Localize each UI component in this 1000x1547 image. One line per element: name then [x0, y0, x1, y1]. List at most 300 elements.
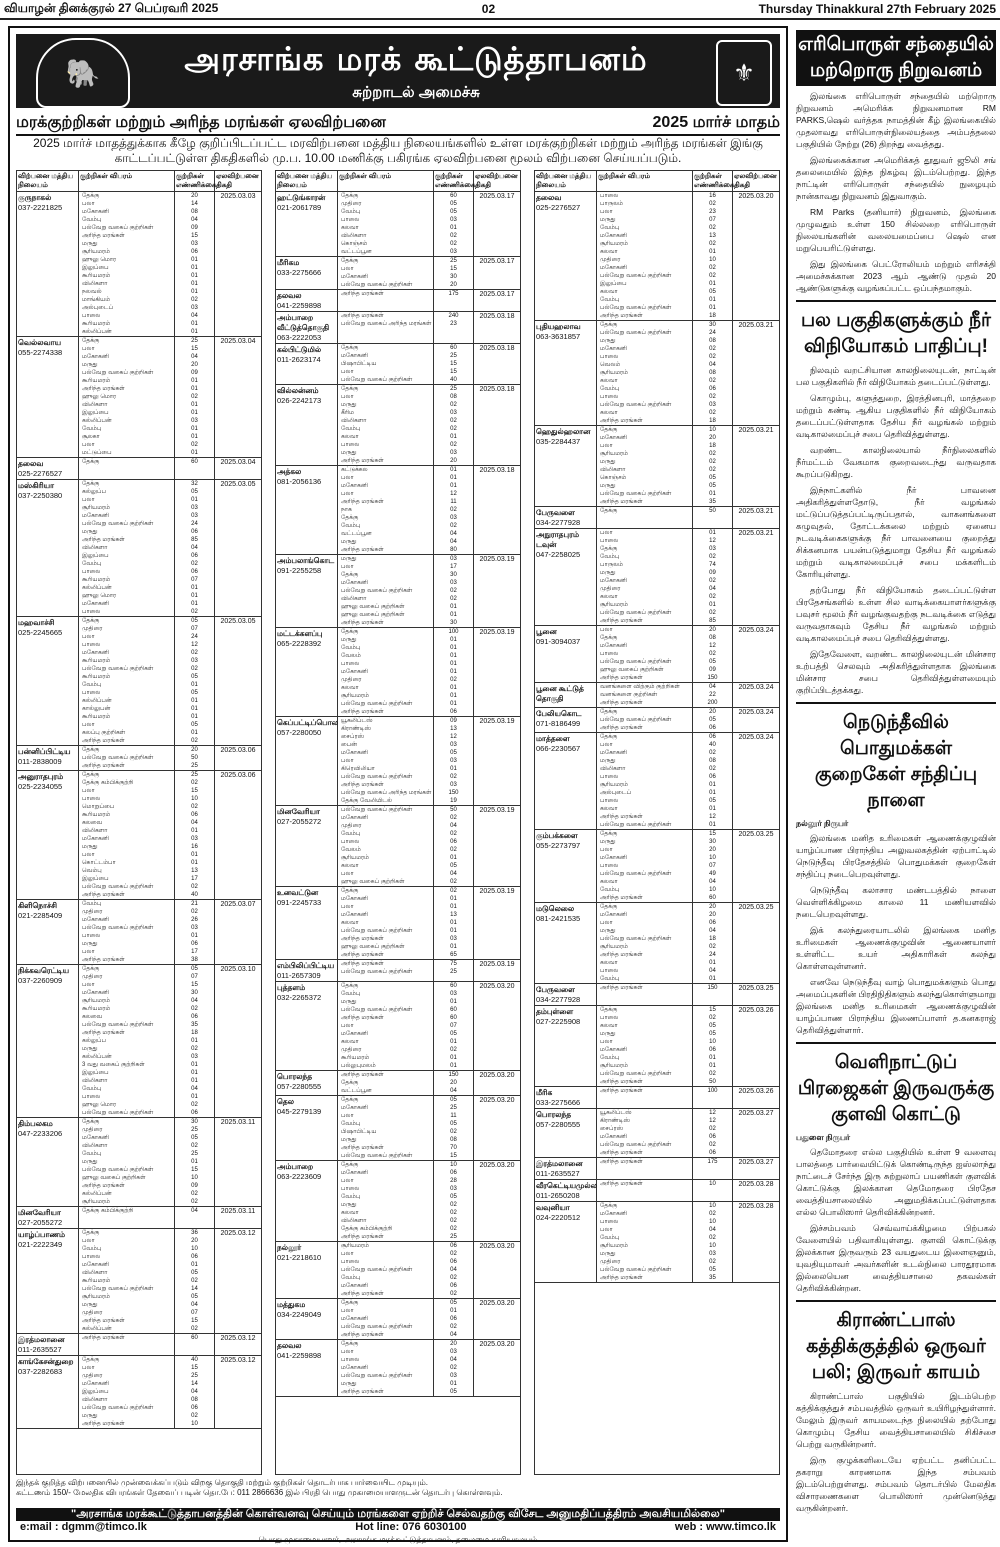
log-count: 03: [450, 450, 457, 456]
auction-date: 2025.03.19: [479, 556, 515, 563]
log-count: 04: [450, 871, 457, 877]
sale-centre: [17, 746, 79, 770]
sale-centre-row: [17, 1207, 261, 1229]
centre-name: வெல்லவாய: [18, 338, 61, 347]
log-count: 02: [191, 1191, 198, 1197]
log-count: 03: [709, 1251, 716, 1257]
timber-type: யூகலிப்டஸ்: [341, 718, 373, 724]
log-count: 80: [450, 547, 457, 553]
log-count: 05: [450, 750, 457, 756]
centre-phone: 025-2234055: [18, 782, 63, 791]
auction-date: 2025.03.20: [479, 1097, 515, 1104]
log-count: 15: [191, 1318, 198, 1324]
log-count: 05: [709, 798, 716, 804]
column-header: [276, 171, 520, 192]
log-count: 02: [709, 1211, 716, 1217]
timber-type: மகோகனி: [82, 1381, 110, 1387]
log-count: 02: [709, 354, 716, 360]
centre-phone: 027-2055272: [277, 817, 322, 826]
timber-type: தேக்கு: [600, 322, 618, 328]
log-count: 05: [450, 1121, 457, 1127]
log-count: 18: [709, 936, 716, 942]
timber-type: அரிந்த மரங்கள்: [82, 1421, 125, 1427]
timber-type: அரிந்த மரங்கள்: [600, 499, 643, 505]
header-type: குற்றிகள் விபரம்: [597, 171, 693, 191]
log-count: 02: [450, 588, 457, 594]
sale-centre-row: [276, 887, 520, 960]
auction-date: 2025.03.19: [479, 807, 515, 814]
timber-type: கல்லுப்ப: [82, 489, 106, 495]
story-paragraph: இது இலங்கை பெட்ரோலியம் மற்றும் எரிசக்தி அமைச்சுக்கான 2023 ஆம் ஆண்டு முதல் 20 ஆண்டுகளுக்கு வழங்கப்பட்ட ஒப்பந்தமாகும்.: [796, 259, 996, 293]
timber-type: கூரியமரம்: [82, 1006, 111, 1012]
log-count: 09: [709, 667, 716, 673]
log-count: 03: [450, 1349, 457, 1355]
timber-type: முதிரை: [82, 1310, 103, 1316]
story-paragraph: இலங்கை எரிபொருள் சந்தையில் மற்றொரு நிறுவனம் அமெரிக்க நிறுவனமான RM PARKS,ஷெல் வர்த்தக நாமத்தின் கீழ் இலங்கையில் முதலாவது எரிபொருள்நிலையத்தை அம்பத்தலை பகுதியில் நேற்று (26) திறந்து வைத்தது.: [796, 91, 996, 149]
log-count: 02: [191, 442, 198, 448]
auction-date: 2025.03.20: [479, 1072, 515, 1079]
log-count: 02: [709, 265, 716, 271]
log-count: 02: [709, 1259, 716, 1265]
timber-type: சூரியமரம்: [600, 782, 628, 788]
centre-phone: 011-2657309: [277, 971, 321, 980]
sale-centre: [17, 480, 79, 616]
timber-types: [338, 466, 434, 554]
log-count: 30: [450, 620, 457, 626]
story-paragraph: RM Parks (தனியார்) நிறுவனம், இலங்கை முழுவதும் உள்ள 150 சில்லறை எரிபொருள் நிலையங்களின் வலையமைப்பை ஷெல் என மறுபெயரிட்டுள்ளது.: [796, 207, 996, 253]
auction-date: 2025.03.25: [738, 831, 774, 838]
sale-centre: [17, 1118, 79, 1206]
log-count: 03: [191, 1054, 198, 1060]
log-counts: [175, 192, 215, 336]
timber-type: மகோகனி: [341, 1283, 369, 1289]
header-centre: விற்பனை மத்திய நிலையம்: [276, 171, 338, 191]
timber-type: பல்வேறு வகைப் குற்றிகள்: [82, 925, 154, 931]
timber-type: பல்வேறு வகைப் குற்றிகள்: [82, 1167, 154, 1173]
log-count: 01: [450, 1381, 457, 1387]
log-count: 01: [191, 585, 198, 591]
log-counts: [434, 466, 474, 554]
timber-type: கூரியமரம்: [82, 714, 111, 720]
log-counts: [693, 507, 733, 528]
timber-type: விலிகளா: [82, 1143, 108, 1149]
timber-type: சைப்ரஸ்: [341, 734, 365, 740]
log-count: 20: [709, 847, 716, 853]
timber-type: பாருலம்: [600, 562, 623, 568]
log-count: 13: [709, 233, 716, 239]
log-count: 02: [191, 1199, 198, 1205]
timber-type: மகோகனி: [600, 855, 628, 861]
timber-type: பல்வேறு வகைப் குற்றிகள்: [341, 588, 413, 594]
log-count: 01: [191, 1078, 198, 1084]
sale-centre: [535, 830, 597, 902]
timber-type: தேக்கு: [600, 904, 618, 910]
centre-phone: 045-2279139: [277, 1107, 322, 1116]
story-delft-meeting: [796, 832, 996, 1036]
address-text: பொது முகாமையாளர், அரசாங்க மரக்கூட்டுத்தாபனம், தலைமை காரியாலயம்: [258, 1535, 538, 1544]
timber-type: இலுப்பை: [600, 281, 627, 287]
log-count: 03: [450, 991, 457, 997]
log-count: 02: [191, 1046, 198, 1052]
centre-name: வில்லன்னம்: [277, 386, 319, 395]
centre-phone: 034-2249049: [277, 1310, 322, 1319]
centre-phone: 081-2056136: [277, 477, 322, 486]
auction-date: 2025.03.24: [738, 709, 774, 716]
timber-type: அரிந்த மரங்கள்: [341, 291, 384, 297]
log-count: 30: [191, 990, 198, 996]
log-count: 09: [191, 225, 198, 231]
timber-type: இலுப்பை: [82, 1070, 109, 1076]
log-count: 15: [191, 1365, 198, 1371]
auction-date: 2025.03.19: [479, 961, 515, 968]
log-count: 04: [709, 362, 716, 368]
timber-type: சூரியமரம்: [82, 1294, 110, 1300]
timber-type: தேக்கு: [341, 1162, 359, 1168]
centre-name: மஸ்கிரியா: [18, 481, 54, 490]
sale-centre: [276, 1071, 338, 1095]
timber-type: விலிகளா: [600, 766, 626, 772]
log-counts: [175, 746, 215, 770]
log-count: 01: [450, 475, 457, 481]
log-count: 01: [450, 693, 457, 699]
timber-type: அரிந்த மரங்கள்: [341, 458, 384, 464]
timber-type: பல்வேறு வகைப் குற்றிகள்: [341, 774, 413, 780]
log-count: 20: [450, 1080, 457, 1086]
log-count: 10: [450, 1162, 457, 1168]
centre-phone: 063-2222053: [277, 333, 322, 342]
log-count: 01: [709, 790, 716, 796]
timber-type: விலிகளா: [82, 828, 108, 834]
timber-type: அரிந்த மரங்கள்: [341, 936, 384, 942]
log-count: 65: [450, 952, 457, 958]
sale-centre: [17, 337, 79, 457]
log-count: 06: [450, 1243, 457, 1249]
timber-type: கல்லிப்பன்: [82, 418, 112, 424]
log-count: 01: [191, 852, 198, 858]
timber-type: மகோகனி: [600, 643, 628, 649]
sale-centre: [535, 1180, 597, 1201]
log-counts: [693, 321, 733, 425]
log-count: 50: [450, 807, 457, 813]
log-count: 04: [450, 1332, 457, 1338]
timber-types: [597, 733, 693, 829]
timber-type: மகோகனி: [600, 1134, 628, 1140]
log-count: 25: [191, 772, 198, 778]
story-paragraph: கொழும்பு, களுத்துறை, இரத்தினபுரி, மாத்தறை மற்றும் கண்டி ஆகிய பகுதிகளில் நீர் விநியோகம் தடைப்பட்டுள்ளதாக தேசிய நீர் வழங்கல் மற்றும் வடிகாலமைப்புச் சபை தெரிவித்துள்ளது.: [796, 393, 996, 439]
centre-name: எம்பிலிப்பிட்டிய: [277, 961, 335, 970]
timber-type: அரிந்த மரங்கள்: [82, 386, 125, 392]
log-count: 02: [450, 1047, 457, 1053]
timber-type: தேக்கு: [82, 1119, 100, 1125]
timber-type: பிஷாபிட்டிய: [341, 361, 377, 367]
timber-type: கொட்டம்பா: [82, 860, 116, 866]
timber-type: பலா: [600, 1227, 613, 1233]
sale-centre: [276, 628, 338, 716]
ad-banner: [16, 34, 780, 108]
log-count: 02: [709, 459, 716, 465]
timber-type: கூரியமரம்: [82, 378, 111, 384]
log-count: 04: [191, 354, 198, 360]
ministry-name: சுற்றாடல் அமைச்சு: [352, 84, 480, 101]
auction-date: 2025.03.17: [479, 193, 515, 200]
centre-phone: 055-2274338: [18, 348, 63, 357]
log-count: 05: [709, 475, 716, 481]
timber-type: கலவை: [82, 820, 103, 826]
log-count: 01: [191, 860, 198, 866]
timber-type: பல்வேறு வகைப் குற்றிகள்: [341, 701, 413, 707]
timber-types: [597, 507, 693, 528]
log-count: 30: [450, 274, 457, 280]
log-count: 02: [450, 241, 457, 247]
divider: [796, 702, 996, 704]
timber-type: பாலை: [82, 313, 101, 319]
timber-type: கலவா: [341, 920, 359, 926]
sale-centre: [276, 1096, 338, 1160]
timber-type: சூரியமரம்: [341, 1243, 369, 1249]
centre-name: மீரிக: [536, 1088, 553, 1097]
timber-type: சூரியமரம்: [82, 1199, 110, 1205]
timber-type: வேம்பு: [82, 1246, 102, 1252]
timber-type: பலா: [600, 847, 613, 853]
log-count: 05: [191, 690, 198, 696]
log-count: 10: [191, 1175, 198, 1181]
sale-centre: [17, 1356, 79, 1428]
log-count: 01: [191, 265, 198, 271]
log-count: 10: [709, 1181, 716, 1187]
sale-centre: [535, 192, 597, 320]
timber-type: அரிந்த மரங்கள்: [341, 1072, 384, 1078]
timber-type: விலிகளா: [82, 545, 108, 551]
sale-centre: [535, 1109, 597, 1157]
timber-type: முதிரை: [82, 1373, 103, 1379]
timber-type: பலா: [82, 346, 95, 352]
sale-centre: [276, 806, 338, 886]
timber-type: அரிந்த மரங்கள்: [341, 1234, 384, 1240]
log-count: 05: [191, 1294, 198, 1300]
timber-type: பல்வேறு வகைப் குற்றிகள்: [600, 871, 672, 877]
log-count: 01: [709, 297, 716, 303]
log-count: 01: [191, 450, 198, 456]
log-count: 50: [709, 1079, 716, 1085]
timber-type: வனங்களை குற்றிகள்: [600, 692, 658, 698]
log-count: 20: [191, 193, 198, 199]
log-count: 30: [709, 322, 716, 328]
log-count: 20: [709, 627, 716, 633]
timber-type: பாலை: [600, 798, 619, 804]
byline-badulla: பதுளை நிருபர்: [796, 1133, 851, 1142]
timber-type: அரிந்த மரங்கள்: [82, 892, 125, 898]
timber-type: கலவா: [600, 289, 618, 295]
sale-centre-row: [17, 746, 261, 771]
centre-name: மஹவாச்சி: [18, 618, 55, 627]
log-count: 02: [450, 1275, 457, 1281]
timber-type: வேம்பு: [341, 523, 361, 529]
log-count: 01: [450, 1039, 457, 1045]
story-paragraph: இச்சம்பவம் செவ்வாய்க்கிழமை பிற்பகல் வேளையில் பதிவாகியுள்ளது. குளவி கொட்டுக்கு இலக்கான இருவரும் 23 வயதுடைய இளைஞனும், யுவதியுமாவர் அவர்களின் உடல்நிலை பாரதூரமாக இல்லையென வைத்தியசாலை தகவல்கள் தெரிவிக்கின்றன.: [796, 1223, 996, 1293]
log-count: 01: [191, 730, 198, 736]
log-count: 01: [191, 593, 198, 599]
timber-type: மொறுப்பை: [82, 804, 115, 810]
timber-type: வேம்பு: [600, 1235, 620, 1241]
timber-type: கலவா: [341, 685, 359, 691]
timber-type: கல்லிப்பன்: [82, 1326, 112, 1332]
centre-phone: 063-2223609: [277, 1172, 322, 1181]
log-counts: [175, 1207, 215, 1228]
timber-type: வேம்பு: [341, 831, 361, 837]
timber-type: தேக்கு: [341, 345, 359, 351]
log-count: 12: [709, 538, 716, 544]
timber-types: [597, 984, 693, 1005]
timber-type: பல்வேறு வகைப் குற்றிகள்: [341, 1373, 413, 1379]
centre-name: குருநாகல்: [18, 193, 52, 202]
timber-type: வேம்பு: [600, 976, 620, 982]
timber-type: பல்வேறு வகைப் குற்றிகள்: [82, 884, 154, 890]
centre-name: கும்பக்களை: [536, 831, 578, 840]
timber-type: தேக்கு: [341, 629, 359, 635]
log-count: 10: [709, 887, 716, 893]
sale-centre: [276, 555, 338, 627]
centre-phone: 034-2277928: [536, 995, 581, 1004]
log-count: 01: [450, 1055, 457, 1061]
log-counts: [175, 458, 215, 479]
log-count: 04: [709, 684, 716, 690]
log-count: 28: [450, 1178, 457, 1184]
sale-centre-row: [276, 1161, 520, 1242]
timber-type: பலா: [341, 266, 354, 272]
log-count: 25: [450, 386, 457, 392]
log-count: 05: [709, 1267, 716, 1273]
auction-date: 2025.03.20: [738, 193, 774, 200]
sale-centre-row: [276, 344, 520, 385]
timber-type: பல்வேறு வகைப் குற்றிகள்: [82, 225, 154, 231]
schedule-column: [534, 170, 780, 1475]
log-count: 02: [709, 554, 716, 560]
centre-name: புதியஹலாவ: [536, 322, 581, 331]
log-count: 20: [709, 435, 716, 441]
timber-type: அல்புடைப்: [82, 305, 114, 311]
log-count: 60: [191, 459, 198, 465]
timber-type: பலா: [82, 788, 95, 794]
log-count: 02: [709, 610, 716, 616]
sale-centre-row: [535, 1087, 779, 1109]
log-counts: [434, 628, 474, 716]
log-count: 60: [191, 1335, 198, 1341]
log-count: 20: [191, 362, 198, 368]
log-counts: [175, 1229, 215, 1333]
auction-date: 2025.03.25: [738, 904, 774, 911]
auction-date: 2025.03.25: [738, 985, 774, 992]
timber-type: பலா: [341, 1251, 354, 1257]
timber-type: தேக்கு: [600, 709, 618, 715]
timber-type: மகோகனி: [341, 750, 369, 756]
log-count: 02: [709, 1126, 716, 1132]
timber-type: வேம்பு: [341, 426, 361, 432]
log-count: 04: [191, 998, 198, 1004]
timber-types: [79, 617, 175, 745]
timber-type: வேம்பு: [600, 1055, 620, 1061]
centre-phone: 091-2255258: [277, 566, 322, 575]
log-count: 08: [191, 1397, 198, 1403]
timber-type: வேம்பு: [341, 1121, 361, 1127]
schedule-column: [16, 170, 262, 1475]
sale-centre: [17, 192, 79, 336]
log-count: 03: [709, 546, 716, 552]
log-count: 02: [709, 1142, 716, 1148]
timber-types: [338, 1071, 434, 1095]
timber-types: [338, 1161, 434, 1241]
timber-type: அரிந்த மரங்கள்: [600, 895, 643, 901]
timber-type: முதிரை: [82, 626, 103, 632]
sale-centre: [276, 1161, 338, 1241]
timber-type: பல்வேறு வகைப் குற்றிகள்: [600, 659, 672, 665]
timber-type: மகோகனி: [341, 1105, 369, 1111]
timber-type: தேக்கு: [341, 193, 359, 199]
timber-type: மகோகனி: [82, 836, 110, 842]
centre-name: இரத்மலானை: [18, 1335, 65, 1344]
log-count: 24: [191, 521, 198, 527]
timber-type: மருது: [82, 844, 98, 850]
centre-name: அம்பாறை: [277, 1162, 314, 1171]
log-count: 12: [709, 643, 716, 649]
auction-date: 2025.03.20: [479, 1341, 515, 1348]
timber-type: மருது: [600, 1031, 616, 1037]
timber-types: [338, 960, 434, 981]
log-count: 08: [709, 370, 716, 376]
log-counts: [434, 257, 474, 289]
centre-name: கெப்பட்டிப்பொல: [277, 718, 338, 727]
log-count: 02: [450, 523, 457, 529]
log-count: 40: [709, 742, 716, 748]
story-paragraph: வறண்ட காலநிலையால் நீர்நிலைகளில் நீர்மட்டம் வேகமாக குறைவடைந்து வருவதாக கூறப்படுகிறது.: [796, 445, 996, 479]
timber-type: கலவா: [600, 594, 618, 600]
log-counts: [693, 1180, 733, 1201]
centre-phone: 047-2233206: [18, 1129, 63, 1138]
timber-type: தேக்கு: [341, 1097, 359, 1103]
log-count: 32: [191, 481, 198, 487]
log-counts: [693, 426, 733, 506]
log-count: 01: [450, 637, 457, 643]
log-count: 15: [191, 1167, 198, 1173]
auction-date: 2025.03.27: [738, 1110, 774, 1117]
timber-type: பாலை: [600, 1219, 619, 1225]
auction-date: 2025.03.20: [479, 1162, 515, 1169]
timber-type: விலிகளா: [82, 1078, 108, 1084]
log-count: 01: [450, 999, 457, 1005]
timber-type: தேக்கு: [341, 983, 359, 989]
log-count: 04: [191, 1208, 198, 1214]
log-count: 02: [709, 346, 716, 352]
sale-centre: [17, 1229, 79, 1333]
auction-date: 2025.03.18: [479, 467, 515, 474]
log-count: 02: [709, 651, 716, 657]
log-count: 01: [191, 378, 198, 384]
header-date: ஏலவிற்பனை திகதி: [475, 173, 518, 189]
timber-type: பலா: [341, 1023, 354, 1029]
timber-type: விலிகளா: [82, 281, 108, 287]
log-counts: [693, 1158, 733, 1179]
sale-centre: [17, 458, 79, 479]
log-count: 15: [709, 831, 716, 837]
timber-types: [597, 626, 693, 682]
timber-type: பாலை: [341, 1186, 360, 1192]
centre-name: நிக்கவரெட்டிய: [18, 966, 70, 975]
sale-centre: [276, 466, 338, 554]
log-count: 60: [450, 1015, 457, 1021]
log-count: 60: [450, 345, 457, 351]
timber-type: சூரியமரம்: [600, 370, 628, 376]
log-count: 01: [450, 604, 457, 610]
log-count: 02: [450, 1218, 457, 1224]
